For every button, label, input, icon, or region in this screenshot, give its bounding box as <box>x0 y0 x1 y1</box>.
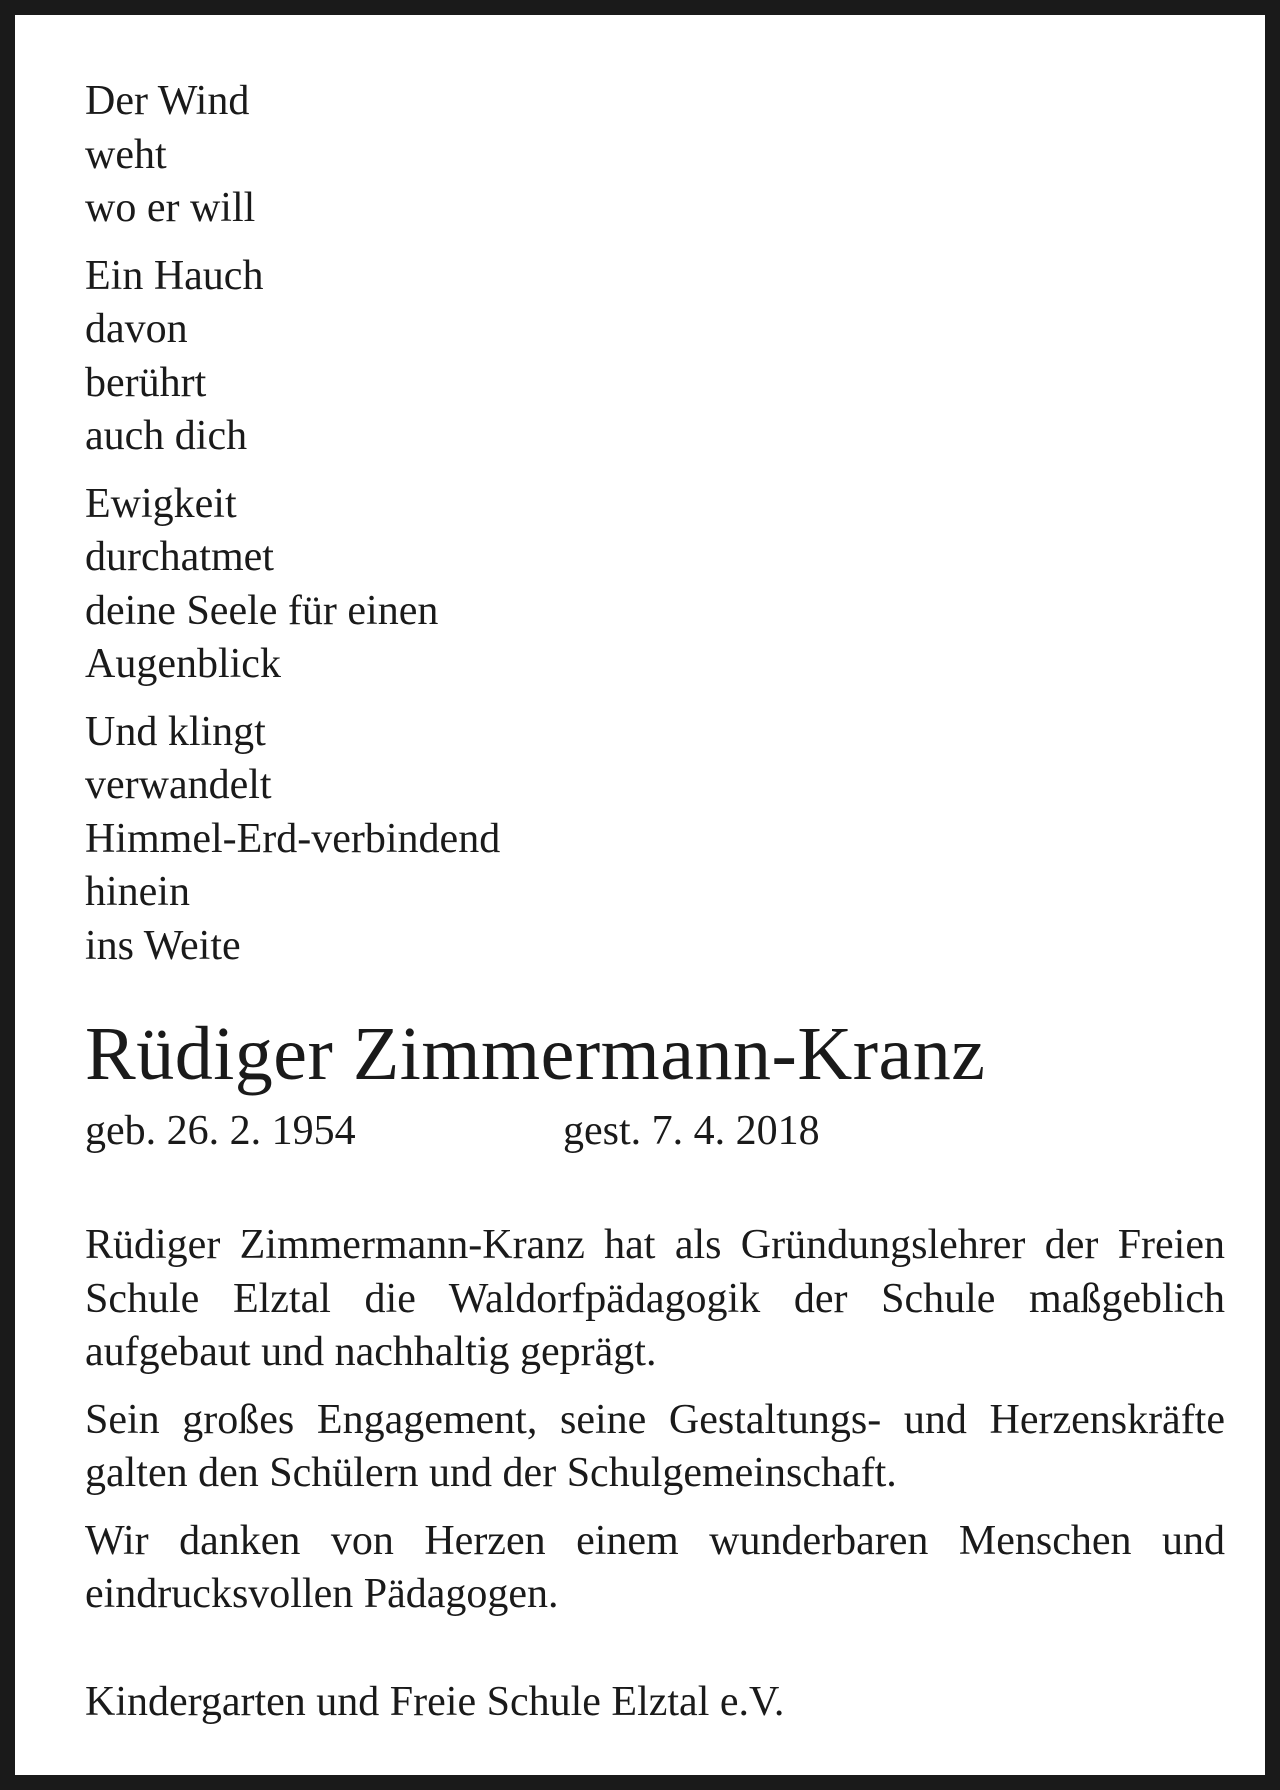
poem-line: auch dich <box>85 413 248 459</box>
tribute-text <box>85 1219 1225 1622</box>
birth-date: geb. 26. 2. 1954 <box>85 1108 356 1154</box>
poem-line: davon <box>85 306 188 352</box>
death-date: gest. 7. 4. 2018 <box>563 1108 820 1154</box>
tribute-paragraph: Rüdiger Zimmermann-Kranz hat als Gründungslehrer der Freien Schule Elztal die Waldorfpädagogik der Schule maßgeblich aufgebaut und nachhaltig geprägt. <box>85 1222 1225 1375</box>
poem-line: Ein Hauch <box>85 252 264 299</box>
poem-line: Ewigkeit <box>85 480 237 527</box>
poem-line: Augenblick <box>85 641 281 687</box>
signature: Kindergarten und Freie Schule Elztal e.V. <box>85 1678 785 1725</box>
memorial-poem <box>85 75 1225 973</box>
poem-stanza <box>85 75 1225 236</box>
poem-line: Der Wind <box>85 78 250 124</box>
poem-stanza <box>85 250 1225 464</box>
poem-line: verwandelt <box>85 762 272 808</box>
poem-stanza <box>85 706 1225 974</box>
poem-line: ins Weite <box>85 922 241 969</box>
deceased-name: Rüdiger Zimmermann-Kranz <box>85 1012 986 1096</box>
poem-line: deine Seele für einen <box>85 587 439 634</box>
poem-line: Himmel-Erd-verbindend <box>85 815 501 862</box>
poem-line: weht <box>85 131 167 178</box>
poem-line: durchatmet <box>85 534 274 580</box>
tribute-paragraph: Wir danken von Herzen einem wunderbaren Menschen und eindrucksvollen Pädagogen. <box>85 1517 1225 1617</box>
poem-line: wo er will <box>85 185 256 231</box>
poem-stanza <box>85 478 1225 692</box>
poem-line: berührt <box>85 359 207 406</box>
tribute-paragraph: Sein großes Engagement, seine Gestaltungs- und Herzenskräfte galten den Schülern und der Schulgemeinschaft. <box>85 1396 1225 1496</box>
obituary-content <box>85 75 1225 1730</box>
life-dates <box>85 1103 1225 1159</box>
poem-line: Und klingt <box>85 708 266 755</box>
poem-line: hinein <box>85 869 190 915</box>
